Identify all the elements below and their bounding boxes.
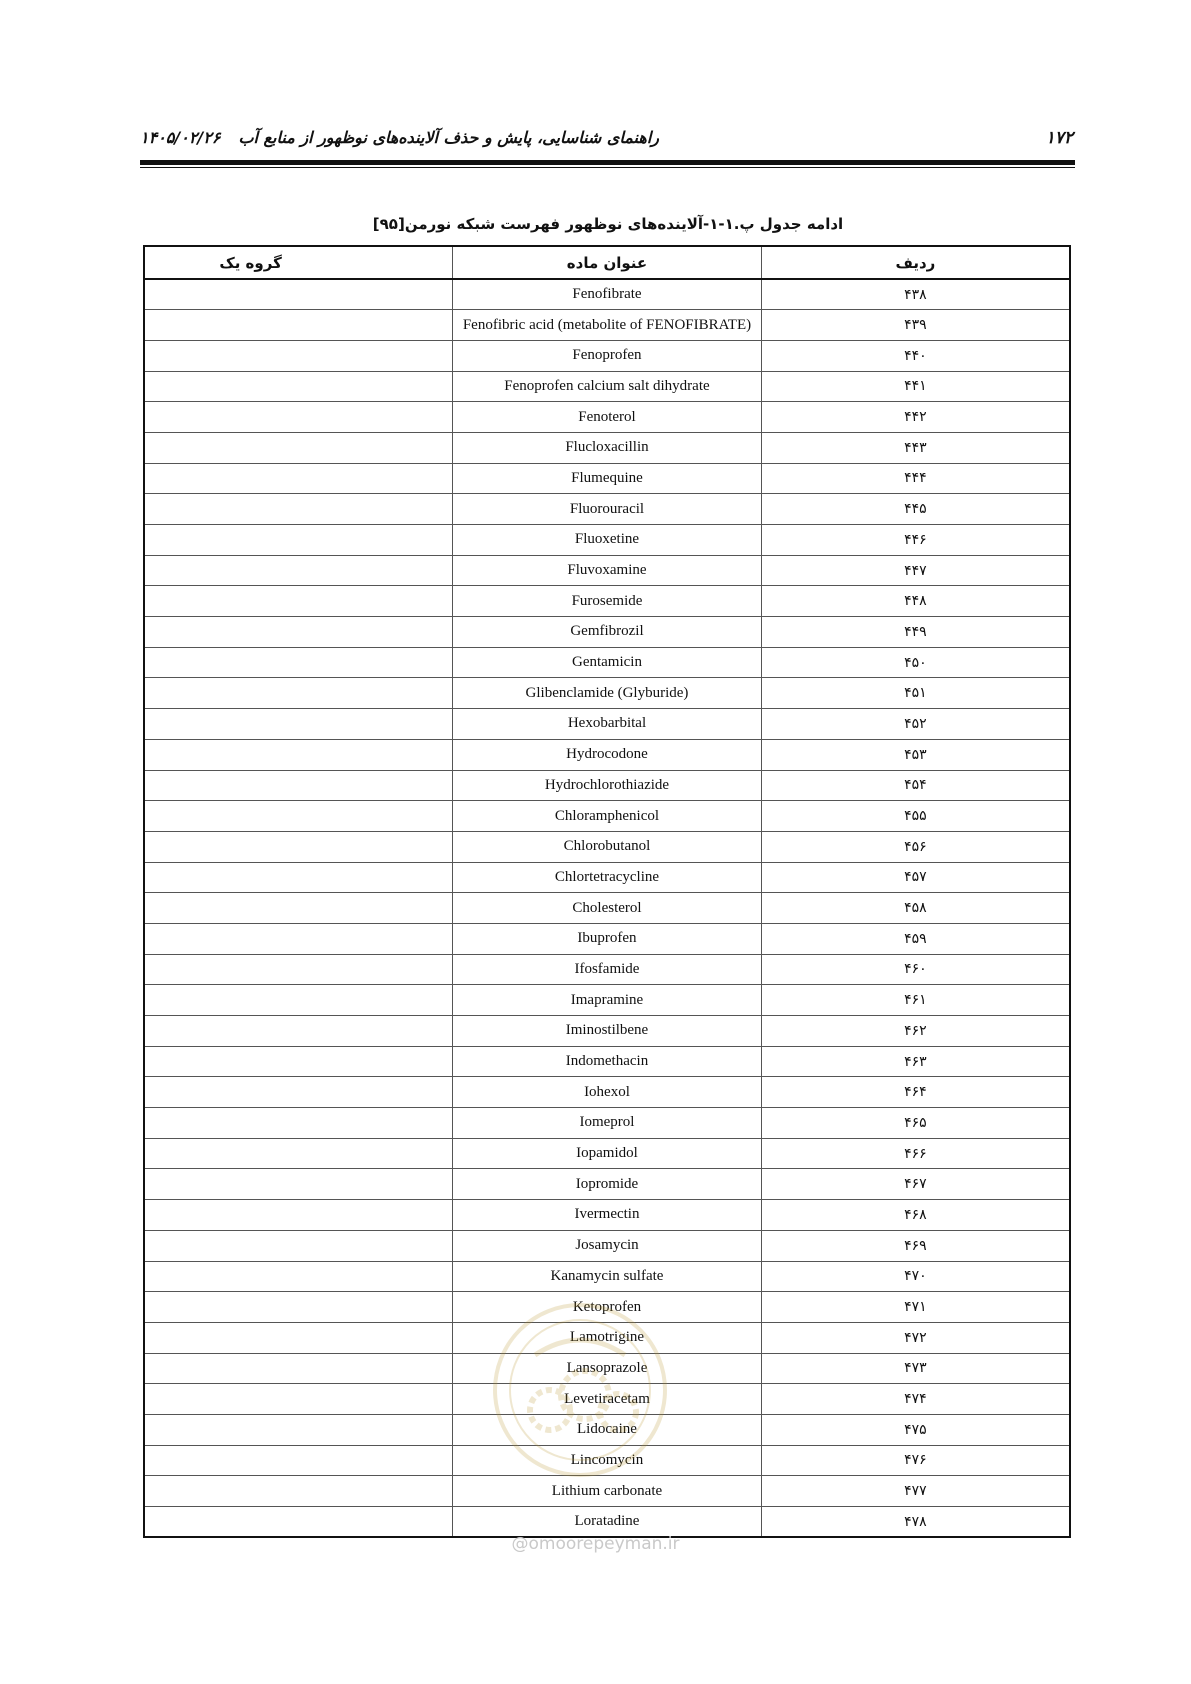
table-row	[144, 770, 1070, 801]
cell-group	[144, 1292, 453, 1323]
cell-group	[144, 923, 453, 954]
table-row	[144, 709, 1070, 740]
cell-group	[144, 617, 453, 648]
cell-group	[144, 1353, 453, 1384]
cell-name: Gemfibrozil	[453, 617, 762, 648]
cell-group	[144, 1046, 453, 1077]
table-row	[144, 831, 1070, 862]
cell-name: Kanamycin sulfate	[453, 1261, 762, 1292]
table-row	[144, 555, 1070, 586]
cell-row-number: ۴۶۲	[761, 1016, 1070, 1047]
cell-row-number: ۴۵۴	[761, 770, 1070, 801]
cell-name: Lidocaine	[453, 1414, 762, 1445]
cell-group	[144, 310, 453, 341]
table-row	[144, 647, 1070, 678]
cell-name: Fluorouracil	[453, 494, 762, 525]
cell-row-number: ۴۴۶	[761, 525, 1070, 556]
cell-row-number: ۴۶۸	[761, 1200, 1070, 1231]
cell-group	[144, 1384, 453, 1415]
cell-group	[144, 1507, 453, 1538]
header-title-line	[140, 128, 659, 147]
table-row	[144, 862, 1070, 893]
cell-row-number: ۴۷۲	[761, 1322, 1070, 1353]
cell-group	[144, 678, 453, 709]
cell-name: Josamycin	[453, 1230, 762, 1261]
header-date: ۱۴۰۵/۰۲/۲۶	[140, 128, 221, 147]
cell-row-number: ۴۵۵	[761, 801, 1070, 832]
cell-row-number: ۴۵۰	[761, 647, 1070, 678]
cell-group	[144, 1322, 453, 1353]
cell-group	[144, 371, 453, 402]
table-row	[144, 525, 1070, 556]
cell-group	[144, 1200, 453, 1231]
table-row	[144, 402, 1070, 433]
table-row	[144, 739, 1070, 770]
cell-group	[144, 709, 453, 740]
cell-row-number: ۴۶۶	[761, 1138, 1070, 1169]
table-row	[144, 310, 1070, 341]
cell-row-number: ۴۴۲	[761, 402, 1070, 433]
cell-row-number: ۴۳۸	[761, 279, 1070, 310]
table-row	[144, 1016, 1070, 1047]
cell-row-number: ۴۶۳	[761, 1046, 1070, 1077]
cell-name: Levetiracetam	[453, 1384, 762, 1415]
cell-name: Chloramphenicol	[453, 801, 762, 832]
cell-row-number: ۴۷۳	[761, 1353, 1070, 1384]
table-row	[144, 279, 1070, 310]
cell-group	[144, 494, 453, 525]
cell-group	[144, 279, 453, 310]
cell-group	[144, 647, 453, 678]
page-number: ۱۷۲	[1045, 128, 1073, 148]
header-rule-thin	[140, 167, 1075, 168]
cell-name: Iopromide	[453, 1169, 762, 1200]
cell-name: Cholesterol	[453, 893, 762, 924]
cell-name: Gentamicin	[453, 647, 762, 678]
table-caption: ادامه جدول پ.۱-۱-آلاینده‌های نوظهور فهرست شبکه نورمن[۹۵]	[372, 215, 844, 233]
cell-name: Lansoprazole	[453, 1353, 762, 1384]
cell-row-number: ۴۶۷	[761, 1169, 1070, 1200]
cell-row-number: ۴۴۰	[761, 340, 1070, 371]
cell-name: Hydrochlorothiazide	[453, 770, 762, 801]
table-row	[144, 463, 1070, 494]
cell-row-number: ۴۴۴	[761, 463, 1070, 494]
cell-name: Lamotrigine	[453, 1322, 762, 1353]
cell-name: Fenoterol	[453, 402, 762, 433]
cell-row-number: ۴۶۱	[761, 985, 1070, 1016]
table-row	[144, 432, 1070, 463]
cell-row-number: ۴۵۹	[761, 923, 1070, 954]
cell-row-number: ۴۳۹	[761, 310, 1070, 341]
seal-watermark	[490, 1300, 670, 1480]
cell-row-number: ۴۵۸	[761, 893, 1070, 924]
cell-group	[144, 739, 453, 770]
cell-name: Fenofibric acid (metabolite of FENOFIBRATE)	[453, 310, 762, 341]
header-name: عنوان ماده	[453, 246, 762, 279]
cell-name: Flumequine	[453, 463, 762, 494]
cell-group	[144, 1108, 453, 1139]
cell-row-number: ۴۷۵	[761, 1414, 1070, 1445]
cell-group	[144, 432, 453, 463]
cell-row-number: ۴۷۷	[761, 1476, 1070, 1507]
table-row	[144, 617, 1070, 648]
cell-name: Loratadine	[453, 1507, 762, 1538]
cell-row-number: ۴۴۸	[761, 586, 1070, 617]
cell-row-number: ۴۵۷	[761, 862, 1070, 893]
cell-row-number: ۴۴۱	[761, 371, 1070, 402]
header-group: گروه یک	[144, 246, 453, 279]
cell-row-number: ۴۵۳	[761, 739, 1070, 770]
cell-name: Fluvoxamine	[453, 555, 762, 586]
cell-name: Fluoxetine	[453, 525, 762, 556]
table-row	[144, 340, 1070, 371]
cell-group	[144, 340, 453, 371]
cell-row-number: ۴۴۹	[761, 617, 1070, 648]
cell-group	[144, 1414, 453, 1445]
table-row	[144, 678, 1070, 709]
cell-group	[144, 893, 453, 924]
cell-name: Iopamidol	[453, 1138, 762, 1169]
cell-row-number: ۴۴۵	[761, 494, 1070, 525]
cell-group	[144, 525, 453, 556]
cell-group	[144, 586, 453, 617]
watermark-url: @omoorepeyman.ir	[511, 1534, 680, 1554]
cell-name: Imapramine	[453, 985, 762, 1016]
cell-name: Ivermectin	[453, 1200, 762, 1231]
cell-name: Ifosfamide	[453, 954, 762, 985]
cell-group	[144, 463, 453, 494]
table-row	[144, 586, 1070, 617]
cell-row-number: ۴۷۱	[761, 1292, 1070, 1323]
table-row	[144, 1261, 1070, 1292]
table-row	[144, 893, 1070, 924]
book-title: راهنمای شناسایی، پایش و حذف آلاینده‌های نوظهور از منابع آب	[238, 128, 659, 147]
cell-name: Lincomycin	[453, 1445, 762, 1476]
cell-row-number: ۴۶۴	[761, 1077, 1070, 1108]
cell-name: Iohexol	[453, 1077, 762, 1108]
cell-row-number: ۴۵۲	[761, 709, 1070, 740]
cell-row-number: ۴۶۵	[761, 1108, 1070, 1139]
cell-name: Hydrocodone	[453, 739, 762, 770]
cell-name: Furosemide	[453, 586, 762, 617]
cell-row-number: ۴۶۹	[761, 1230, 1070, 1261]
cell-name: Iminostilbene	[453, 1016, 762, 1047]
running-header	[140, 128, 1073, 152]
cell-group	[144, 801, 453, 832]
cell-row-number: ۴۴۷	[761, 555, 1070, 586]
table-header-row	[144, 246, 1070, 279]
cell-group	[144, 954, 453, 985]
table-row	[144, 954, 1070, 985]
cell-name: Flucloxacillin	[453, 432, 762, 463]
cell-name: Iomeprol	[453, 1108, 762, 1139]
table-row	[144, 1230, 1070, 1261]
table-row	[144, 371, 1070, 402]
header-rule-thick	[140, 160, 1075, 165]
cell-name: Chlorobutanol	[453, 831, 762, 862]
cell-name: Fenoprofen	[453, 340, 762, 371]
cell-group	[144, 1230, 453, 1261]
cell-row-number: ۴۶۰	[761, 954, 1070, 985]
cell-name: Hexobarbital	[453, 709, 762, 740]
cell-group	[144, 402, 453, 433]
header-row-number: ردیف	[761, 246, 1070, 279]
table-row	[144, 1138, 1070, 1169]
cell-group	[144, 1016, 453, 1047]
table-row	[144, 923, 1070, 954]
cell-group	[144, 985, 453, 1016]
cell-row-number: ۴۵۱	[761, 678, 1070, 709]
cell-name: Ketoprofen	[453, 1292, 762, 1323]
cell-row-number: ۴۷۴	[761, 1384, 1070, 1415]
cell-name: Lithium carbonate	[453, 1476, 762, 1507]
table-row	[144, 1077, 1070, 1108]
cell-name: Fenoprofen calcium salt dihydrate	[453, 371, 762, 402]
cell-group	[144, 831, 453, 862]
cell-name: Glibenclamide (Glyburide)	[453, 678, 762, 709]
cell-row-number: ۴۷۸	[761, 1507, 1070, 1538]
table-row	[144, 985, 1070, 1016]
table-row	[144, 1507, 1070, 1538]
cell-name: Indomethacin	[453, 1046, 762, 1077]
cell-row-number: ۴۷۶	[761, 1445, 1070, 1476]
table-row	[144, 1046, 1070, 1077]
cell-group	[144, 555, 453, 586]
table-row	[144, 494, 1070, 525]
cell-group	[144, 862, 453, 893]
cell-name: Fenofibrate	[453, 279, 762, 310]
cell-group	[144, 1445, 453, 1476]
cell-row-number: ۴۴۳	[761, 432, 1070, 463]
cell-group	[144, 770, 453, 801]
cell-group	[144, 1476, 453, 1507]
cell-name: Chlortetracycline	[453, 862, 762, 893]
table-row	[144, 1476, 1070, 1507]
table-row	[144, 1200, 1070, 1231]
cell-row-number: ۴۵۶	[761, 831, 1070, 862]
cell-group	[144, 1169, 453, 1200]
table-row	[144, 1169, 1070, 1200]
table-row	[144, 801, 1070, 832]
cell-group	[144, 1077, 453, 1108]
cell-group	[144, 1261, 453, 1292]
cell-group	[144, 1138, 453, 1169]
cell-row-number: ۴۷۰	[761, 1261, 1070, 1292]
cell-name: Ibuprofen	[453, 923, 762, 954]
table-row	[144, 1108, 1070, 1139]
